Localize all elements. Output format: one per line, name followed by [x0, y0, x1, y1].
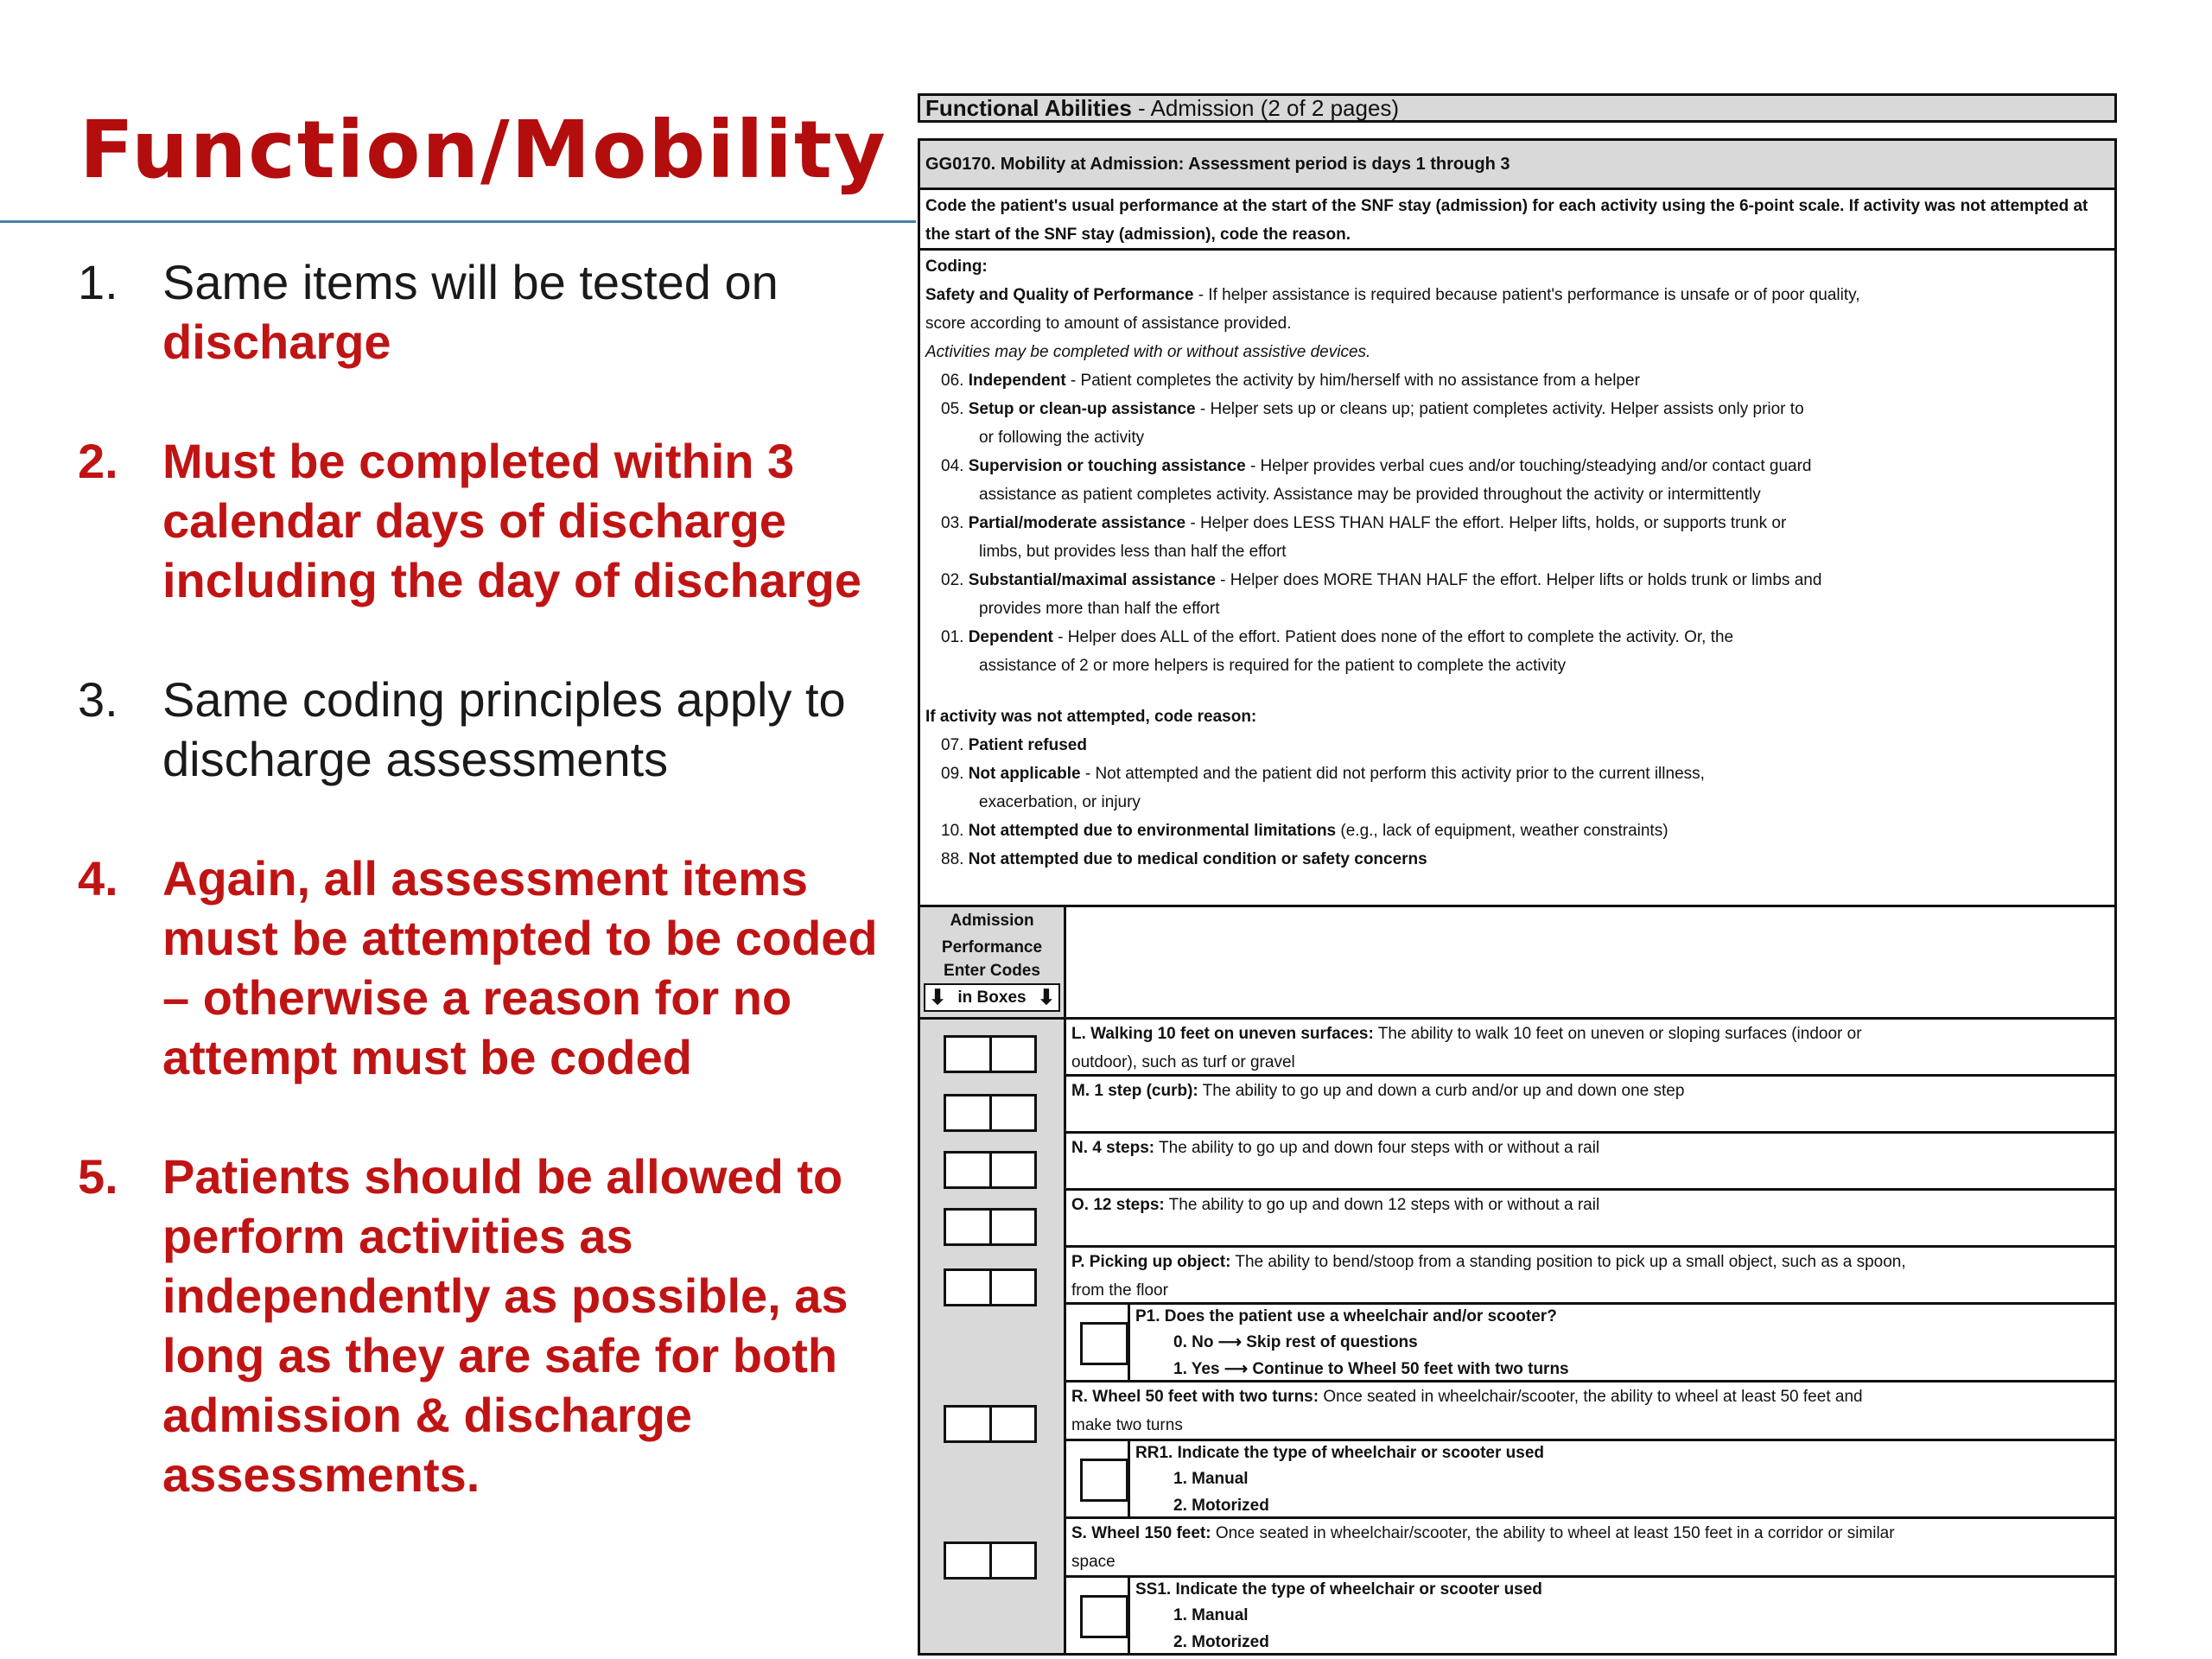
- scale-item-cont: assistance as patient completes activity. Assistance may be provided throughout the activity or intermittently: [979, 486, 1761, 504]
- item-R: R. Wheel 50 feet with two turns: Once seated in wheelchair/scooter, the ability to wheel at least 50 feet and make two turns: [1066, 1382, 2117, 1441]
- mds-form-image: [918, 93, 2120, 1656]
- in-boxes-text: in Boxes: [957, 988, 1027, 1007]
- code-box-S[interactable]: [944, 1541, 1037, 1580]
- bullet-text: Patients should be allowed to perform activities as independently as possible, as long as they are safe for both admission & discharge assessments.: [162, 1149, 849, 1502]
- in-boxes-label: [924, 983, 1060, 1012]
- bullet-item-1: [78, 252, 907, 372]
- code-box-M[interactable]: [944, 1094, 1037, 1132]
- code-box-R[interactable]: [944, 1405, 1037, 1443]
- item-S: S. Wheel 150 feet: Once seated in wheelchair/scooter, the ability to wheel at least 150 feet in a corridor or similar space: [1066, 1519, 2117, 1578]
- not-attempted-label: If activity was not attempted, code reason:: [925, 708, 1257, 726]
- item-N: N. 4 steps: The ability to go up and down four steps with or without a rail: [1066, 1134, 2117, 1191]
- scale-item: 06. Independent - Patient completes the activity by him/herself with no assistance from a helper: [941, 372, 1640, 390]
- coding-label: Coding:: [925, 257, 988, 276]
- item-M: M. 1 step (curb): The ability to go up and down a curb and/or up and down one step: [1066, 1077, 2117, 1134]
- safety-text-2: score according to amount of assistance provided.: [925, 315, 1292, 333]
- code-box-P[interactable]: [944, 1268, 1037, 1306]
- item-P1: P1. Does the patient use a wheelchair and/or scooter? 0. No ⟶ Skip rest of questions 1. Yes ⟶ Continue to Wheel 50 feet with two turns: [1066, 1305, 2117, 1382]
- scale-item: 04. Supervision or touching assistance - Helper provides verbal cues and/or touching/steadying and/or contact guard: [941, 457, 1812, 475]
- reason-item: 07. Patient refused: [941, 736, 1087, 754]
- item-O: O. 12 steps: The ability to go up and down 12 steps with or without a rail: [1066, 1191, 2117, 1248]
- item-header-blank: [1066, 907, 2117, 1020]
- arrow-down-icon: ⬇: [1037, 986, 1055, 1009]
- bullet-item-5: [78, 1147, 907, 1504]
- bullet-item-4: [78, 849, 907, 1087]
- bullet-item-2: [78, 431, 907, 610]
- item-L: L. Walking 10 feet on uneven surfaces: The ability to walk 10 feet on uneven or sloping surfaces (indoor or outdoor), such as turf or gravel: [1066, 1020, 2117, 1077]
- scale-item-cont: provides more than half the effort: [979, 600, 1220, 618]
- coding-box: [918, 251, 2117, 907]
- bullet-text: Same items will be tested on: [162, 255, 779, 309]
- bullet-item-3: [78, 670, 907, 789]
- scale-item: 02. Substantial/maximal assistance - Helper does MORE THAN HALF the effort. Helper lifts or holds trunk or limbs and: [941, 571, 1822, 589]
- title-divider: [0, 220, 916, 223]
- scale-item-cont: assistance of 2 or more helpers is required for the patient to complete the activity: [979, 657, 1567, 675]
- activities-note: Activities may be completed with or without assistive devices.: [925, 343, 1371, 361]
- code-box-O[interactable]: [944, 1208, 1037, 1246]
- form-header-bold: Functional Abilities: [925, 95, 1132, 121]
- scale-item: 03. Partial/moderate assistance - Helper does LESS THAN HALF the effort. Helper lifts, holds, or supports trunk or: [941, 514, 1787, 532]
- bullet-text: Must be completed within 3 calendar days of discharge including the day of discharge: [162, 434, 861, 607]
- safety-bold: Safety and Quality of Performance: [925, 286, 1194, 304]
- arrow-down-icon: ⬇: [929, 986, 947, 1009]
- bullet-number: 1.: [78, 255, 118, 309]
- scale-item: 01. Dependent - Helper does ALL of the effort. Patient does none of the effort to complete the activity. Or, the: [941, 628, 1734, 646]
- item-SS1: SS1. Indicate the type of wheelchair or scooter used 1. Manual 2. Motorized: [1066, 1578, 2117, 1656]
- bullet-list: [78, 252, 907, 1564]
- reason-item: 10. Not attempted due to environmental limitations (e.g., lack of equipment, weather constraints): [941, 822, 1669, 840]
- reason-item: 09. Not applicable - Not attempted and the patient did not perform this activity prior to the current illness,: [941, 765, 1705, 783]
- admission-head-line2: Performance: [941, 938, 1043, 957]
- scale-item: 05. Setup or clean-up assistance - Helper sets up or cleans up; patient completes activity. Helper assists only prior to: [941, 400, 1804, 418]
- item-RR1: RR1. Indicate the type of wheelchair or scooter used 1. Manual 2. Motorized: [1066, 1441, 2117, 1519]
- slide-title: Function/Mobility: [79, 104, 887, 196]
- safety-text: - If helper assistance is required because patient's performance is unsafe or of poor quality,: [1193, 286, 1860, 304]
- scale-item-cont: or following the activity: [979, 429, 1145, 447]
- admission-head-line1: Admission: [950, 912, 1034, 930]
- reason-item: 88. Not attempted due to medical condition or safety concerns: [941, 850, 1427, 868]
- form-intro: Code the patient's usual performance at the start of the SNF stay (admission) for each activity using the 6-point scale. If activity was not attempted at the start of the SNF stay (admission), code the reason.: [918, 190, 2117, 251]
- code-box-RR1[interactable]: [1080, 1459, 1128, 1502]
- item-P: P. Picking up object: The ability to bend/stoop from a standing position to pick up a small object, such as a spoon, from the floor: [1066, 1248, 2117, 1305]
- reason-item-cont: exacerbation, or injury: [979, 793, 1141, 811]
- admission-performance-header: [918, 907, 1066, 1020]
- bullet-text: Same coding principles apply to discharge assessments: [162, 672, 846, 786]
- form-header: [918, 93, 2117, 123]
- section-title: GG0170. Mobility at Admission: Assessment period is days 1 through 3: [918, 138, 2117, 190]
- code-box-SS1[interactable]: [1080, 1595, 1128, 1638]
- code-box-N[interactable]: [944, 1151, 1037, 1189]
- bullet-number: 5.: [78, 1149, 118, 1204]
- bullet-text: Again, all assessment items must be attempted to be coded – otherwise a reason for no attempt must be coded: [162, 851, 878, 1084]
- code-box-P1[interactable]: [1080, 1322, 1128, 1365]
- bullet-accent: discharge: [162, 315, 391, 369]
- enter-codes-label: Enter Codes: [944, 962, 1040, 980]
- scale-item-cont: limbs, but provides less than half the effort: [979, 543, 1287, 561]
- form-header-rest: - Admission (2 of 2 pages): [1131, 95, 1400, 121]
- bullet-number: 4.: [78, 851, 118, 906]
- bullet-number: 3.: [78, 672, 118, 727]
- bullet-number: 2.: [78, 434, 118, 488]
- code-box-L[interactable]: [944, 1035, 1037, 1073]
